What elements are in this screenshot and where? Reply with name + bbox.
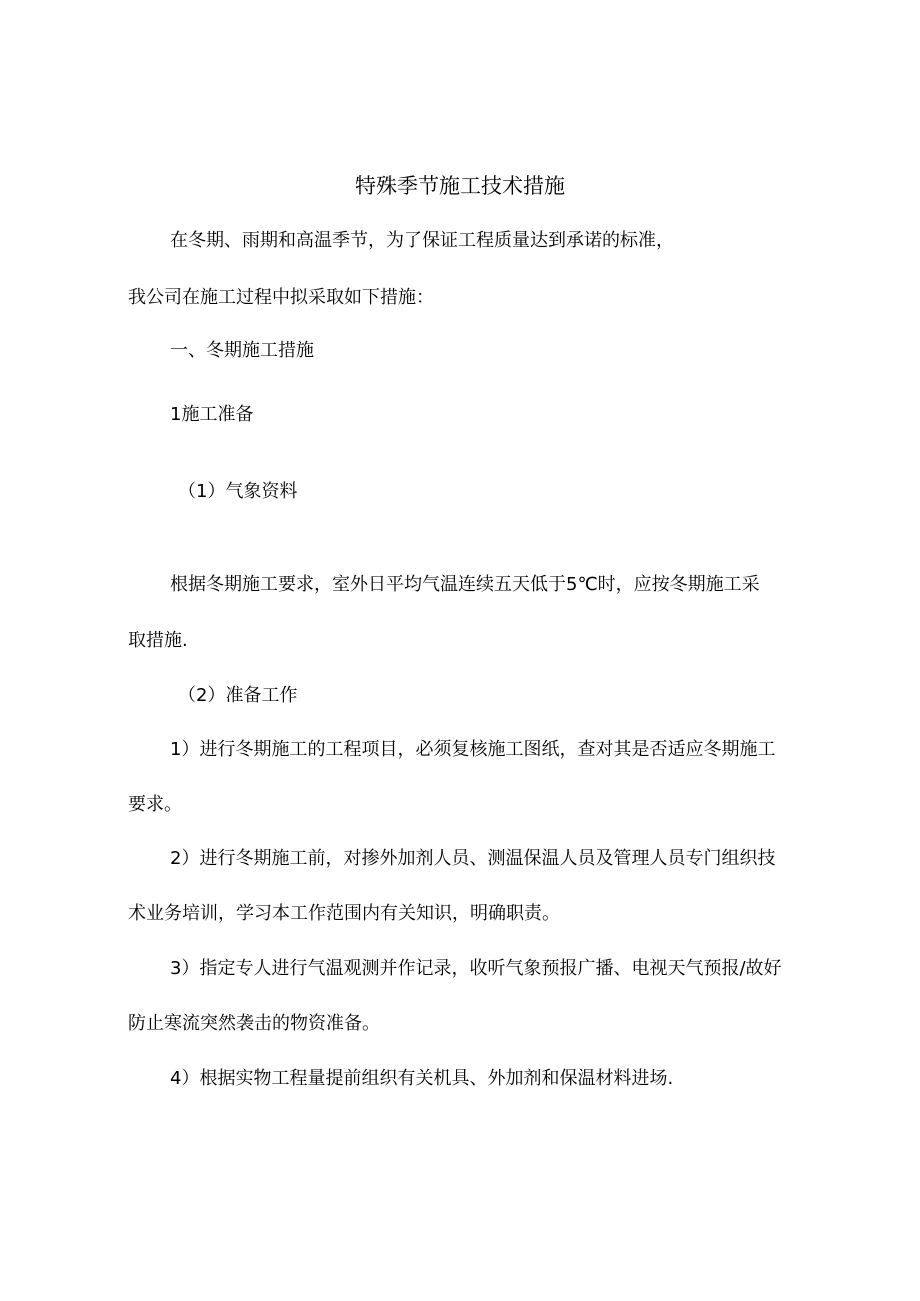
section-heading-winter: 一、冬期施工措施 xyxy=(170,340,314,361)
step-2-line-2: 术业务培训，学习本工作范围内有关知识，明确职责。 xyxy=(128,903,560,924)
step-1-line-2: 要求。 xyxy=(128,794,182,815)
step-3-line-1: 3）指定专人进行气温观测并作记录，收听气象预报广播、电视天气预报/故好 xyxy=(170,958,782,979)
intro-line-1: 在冬期、雨期和高温季节，为了保证工程质量达到承诺的标准， xyxy=(170,230,674,251)
step-3-line-2: 防止寒流突然袭击的物资准备。 xyxy=(128,1013,380,1034)
paragraph-weather-line-1: 根据冬期施工要求，室外日平均气温连续五天低于5℃时，应按冬期施工采 xyxy=(170,574,760,595)
step-1-line-1: 1）进行冬期施工的工程项目，必须复核施工图纸，查对其是否适应冬期施工 xyxy=(170,739,776,760)
document-title: 特殊季节施工技术措施 xyxy=(355,174,565,198)
paragraph-weather-line-2: 取措施. xyxy=(128,630,188,651)
intro-line-2: 我公司在施工过程中拟采取如下措施： xyxy=(128,287,434,308)
item-heading-weather-data: （1）气象资料 xyxy=(178,481,298,502)
step-2-line-1: 2）进行冬期施工前，对掺外加剂人员、测温保温人员及管理人员专门组织技 xyxy=(170,848,776,869)
subsection-heading-preparation: 1施工准备 xyxy=(170,404,254,425)
item-heading-preparation-work: （2）准备工作 xyxy=(178,685,298,706)
step-4-line-1: 4）根据实物工程量提前组织有关机具、外加剂和保温材料进场. xyxy=(170,1068,674,1089)
